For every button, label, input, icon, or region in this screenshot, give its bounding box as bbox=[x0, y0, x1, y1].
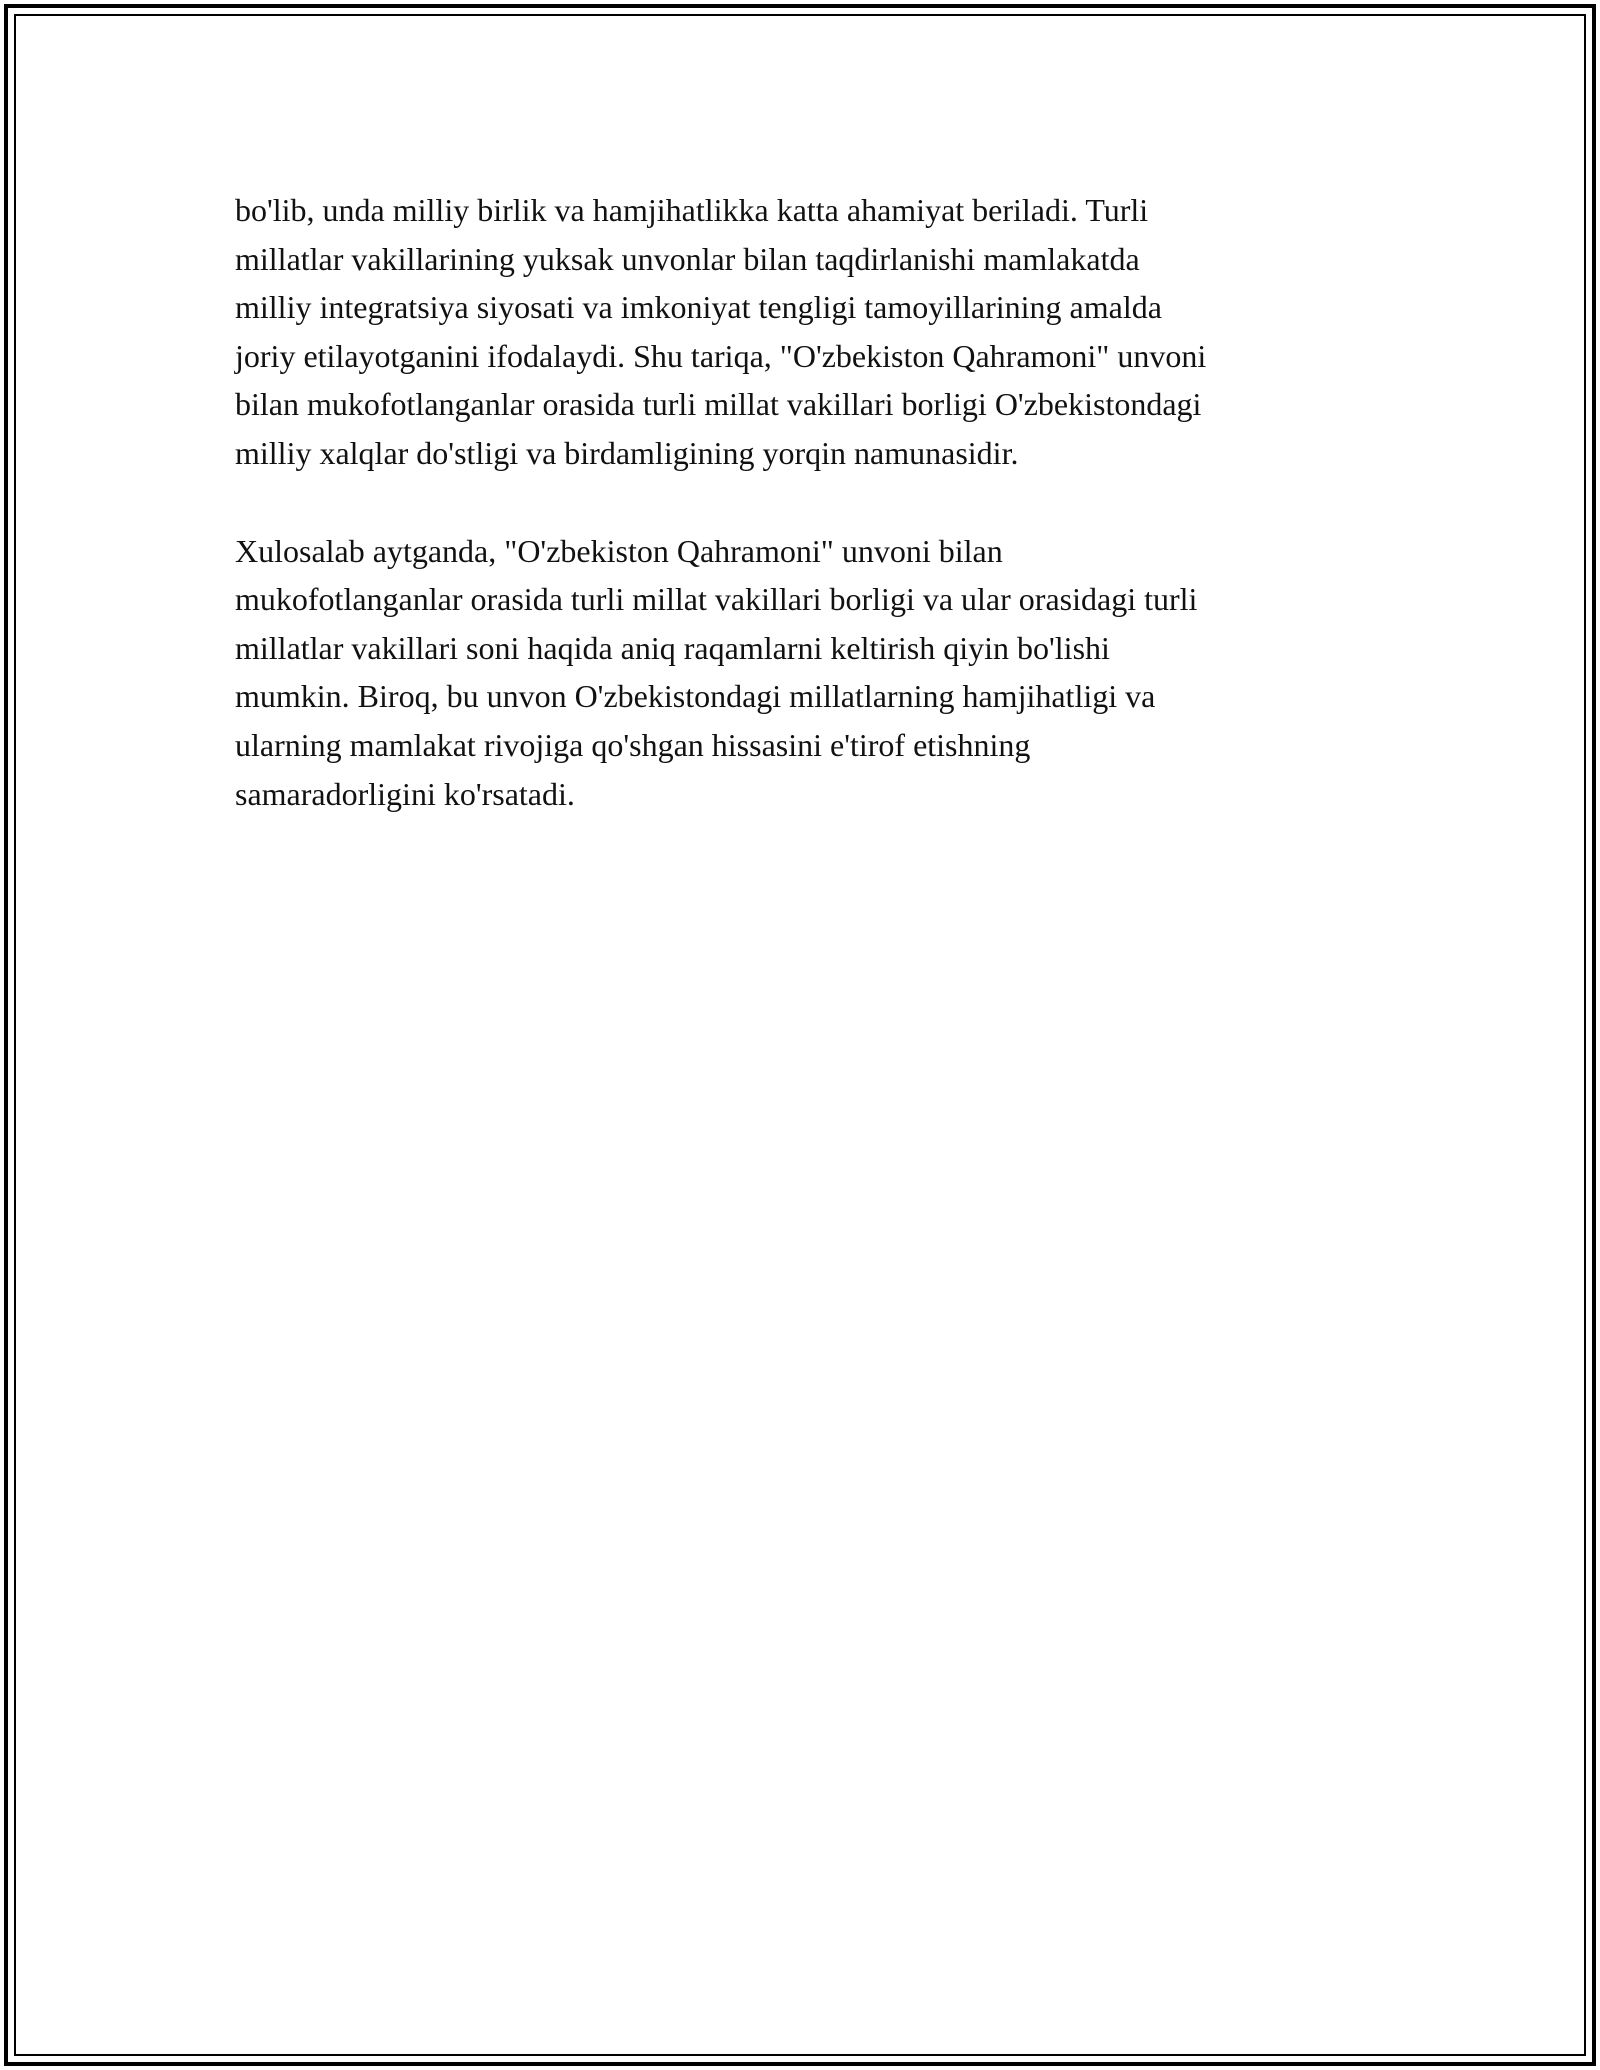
text-line: bilan mukofotlanganlar orasida turli millat vakillari borligi O'zbekistondagi bbox=[235, 386, 1202, 423]
text-line: millatlar vakillari soni haqida aniq raqamlarni keltirish qiyin bo'lishi bbox=[235, 629, 1110, 666]
text-line: Xulosalab aytganda, "O'zbekiston Qahramoni" unvoni bilan bbox=[235, 532, 1003, 569]
paragraph-1 bbox=[235, 186, 1365, 478]
document-body bbox=[235, 186, 1365, 867]
text-line: ularning mamlakat rivojiga qo'shgan hissasini e'tirof etishning bbox=[235, 726, 1031, 763]
text-line: samaradorligini ko'rsatadi. bbox=[235, 775, 575, 812]
text-line: joriy etilayotganini ifodalaydi. Shu tariqa, "O'zbekiston Qahramoni" unvoni bbox=[235, 337, 1207, 374]
text-line: milliy xalqlar do'stligi va birdamligining yorqin namunasidir. bbox=[235, 434, 1019, 471]
text-line: mukofotlanganlar orasida turli millat vakillari borligi va ular orasidagi turli bbox=[235, 581, 1198, 618]
paragraph-2 bbox=[235, 527, 1365, 819]
text-line: mumkin. Biroq, bu unvon O'zbekistondagi millatlarning hamjihatligi va bbox=[235, 678, 1156, 715]
text-line: bo'lib, unda milliy birlik va hamjihatlikka katta ahamiyat beriladi. Turli bbox=[235, 192, 1149, 228]
text-line: millatlar vakillarining yuksak unvonlar bilan taqdirlanishi mamlakatda bbox=[235, 240, 1140, 277]
text-line: milliy integratsiya siyosati va imkoniyat tengligi tamoyillarining amalda bbox=[235, 289, 1162, 326]
